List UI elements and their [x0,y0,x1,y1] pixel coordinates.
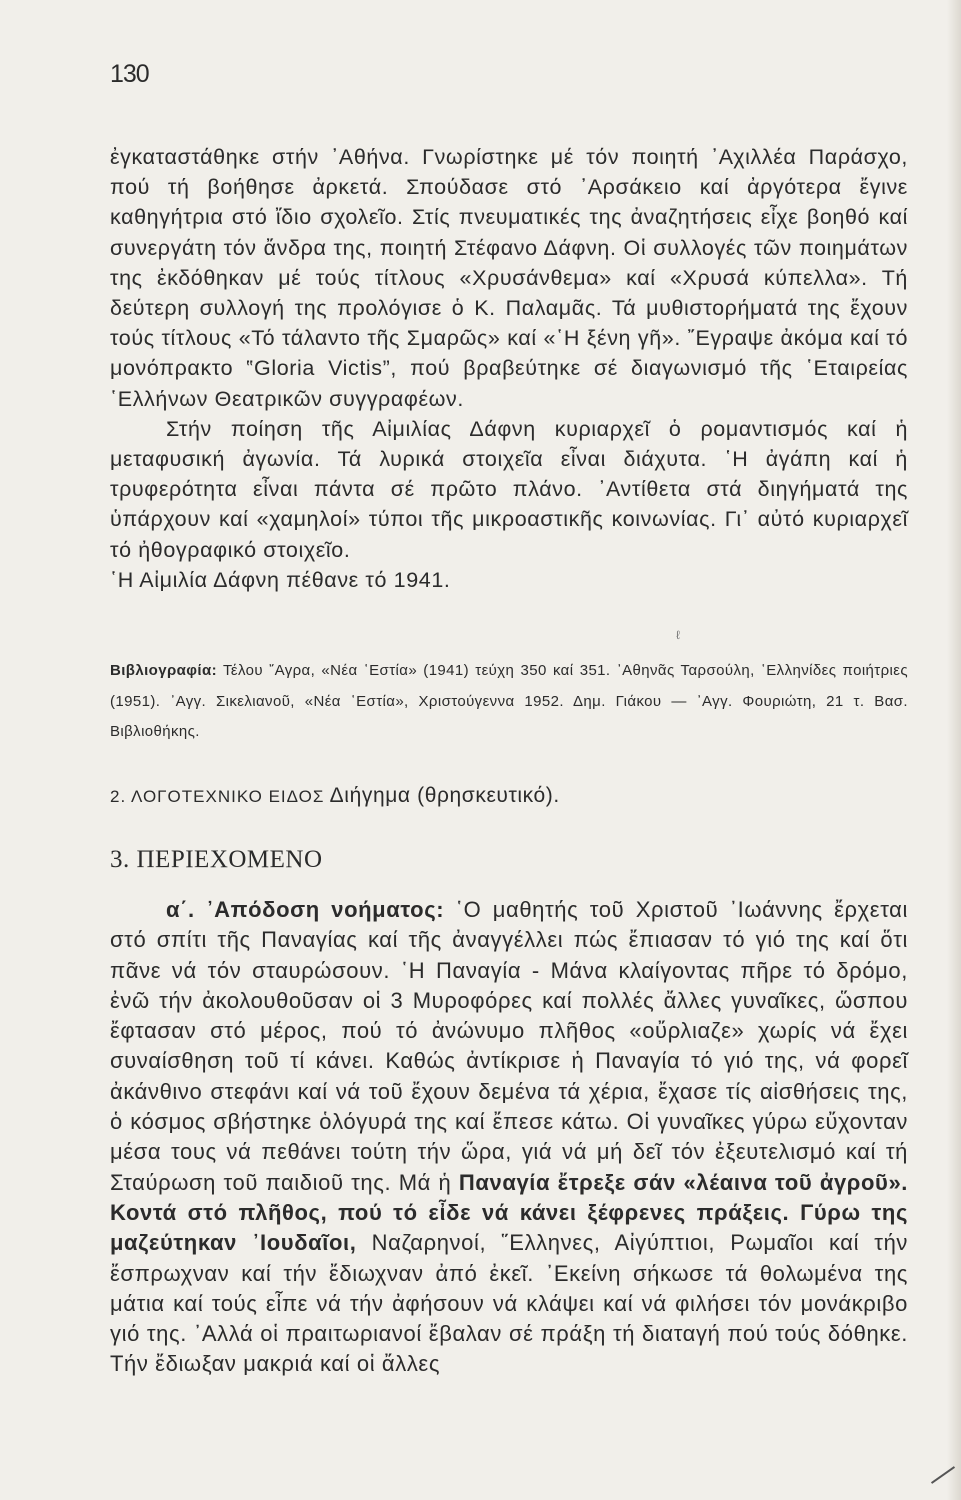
content-section [110,895,908,1380]
biography-section [110,142,908,595]
section-2-heading: 2. ΛΟΓΟΤΕΧΝΙΚΟ ΕΙΔΟΣ [110,787,325,806]
bio-paragraph-1: ἐγκαταστάθηκε στήν ᾿Αθήνα. Γνωρίστηκε μέ τόν ποιητή ᾿Αχιλλέα Παράσχο, πού τή βοήθησε ἀρκετά. Σπούδασε στό ᾿Αρσάκειο καί ἀργότερα ἔγινε καθηγήτρια στό ἴδιο σχολεῖο. Στίς πνευματικές της ἀναζητήσεις εἶχε βοηθό καί συνεργάτη τόν ἄνδρα της, ποιητή Στέφανο Δάφνη. Οἱ συλλογές τῶν ποιημάτων της ἐκδόθηκαν μέ τούς τίτλους «Χρυσάνθεμα» καί «Χρυσά κύπελλα». Τή δεύτερη συλλογή της προλόγισε ὁ Κ. Παλαμᾶς. Τά μυθιστορήματά της ἔχουν τούς τίτλους «Τό τάλαντο τῆς Σμαρῶς» καί «῾Η ξένη γῆ». ῎Εγραψε ἀκόμα καί τό μονόπρακτο ‟Gloria Victis”, πού βραβεύτηκε σέ διαγωνισμό τῆς ῾Εταιρείας ῾Ελλήνων Θεατρικῶν συγγραφέων. [110,145,908,411]
page-edge-shadow [947,0,961,1500]
section-3-heading: 3. ΠΕΡΙΕΧΟΜΕΝΟ [110,846,323,873]
bibliography-text: Τέλου ῎Αγρα, «Νέα ῾Εστία» (1941) τεύχη 350 καί 351. ᾿Αθηνᾶς Ταρσούλη, ῾Ελληνίδες ποιήτριες (1951). ᾿Αγγ. Σικελιανοῦ, «Νέα ῾Εστία», Χριστούγεννα 1952. Δημ. Γιάκου — ᾿Αγγ. Φουριώτη, 21 τ. Βασ. Βιβλιοθήκης. [110,662,909,740]
stray-mark: ℓ [676,628,680,642]
content-rest: Ναζαρηνοί, ῞Ελληνες, Αἰγύπτιοι, Ρωμαῖοι καί τήν ἔσπρωχναν καί τήν ἔδιωχναν ἀπό ἐκεῖ. ᾿Εκείνη σήκωσε τά θολωμένα της μάτια καί τούς εἶπε νά τήν ἀφήσουν νά κλάψει καί νά φιλήσει τόν μονάκριβο γιό της. ᾿Αλλά οἱ πραιτωριανοί ἔβαλαν σέ πράξη τή διαταγή πού τούς δόθηκε. Τήν ἔδιωξαν μακριά καί οἱ ἄλλες [110,1230,908,1377]
section-2-literary-genre [110,784,560,808]
content-bold-passage: Παναγία ἔτρεξε σάν «λέαινα τοῦ ἀγροῦ». Κοντά στό πλῆθος, πού τό εἶδε νά κάνει ξέφρενες πράξεις. Γύρω της μαζεύτηκαν ᾿Ιουδαῖοι, [110,1169,909,1256]
content-sub-label: α΄. ᾿Απόδοση νοήματος: [166,897,445,922]
page-number: 130 [110,60,149,88]
content-intro: ῾Ο μαθητής τοῦ Χριστοῦ ᾿Ιωάννης ἔρχεται στό σπίτι τῆς Παναγίας καί τῆς ἀναγγέλλει πώς ἔπιασαν τό γιό της καί ὅτι πᾶνε νά τόν σταυρώσουν. ῾Η Παναγία - Μάνα κλαίγοντας πῆρε τό δρόμο, ἐνῶ τήν ἀκολουθοῦσαν οἱ 3 Μυροφόρες καί πολλές ἄλλες γυναῖκες, ὥσπου ἔφτασαν στό μέρος, πού τό ἀνώνυμο πλῆθος «οὔρλιαζε» χωρίς νά ἔχει συναίσθηση τοῦ τί κάνει. Καθώς ἀντίκρισε ἡ Παναγία τό γιό της, νά φορεῖ ἀκάνθινο στεφάνι καί νά τοῦ ἔχουν δεμένα τά χέρια, ἔχασε τίς αἰσθήσεις της, ὁ κόσμος σβήστηκε ὁλόγυρά της καί ἔπεσε κάτω. Οἱ γυναῖκες γύρω εὔχονταν μέσα τους νά πεθάνει τούτη τήν ὥρα, γιά νά μή δεῖ τόν ἐξευτελισμό καί τή Σταύρωση τοῦ παιδιοῦ της. Μά ἡ [110,897,908,1195]
bio-paragraph-2: Στήν ποίηση τῆς Αἰμιλίας Δάφνη κυριαρχεῖ ὁ ρομαντισμός καί ἡ μεταφυσική ἀγωνία. Τά λυρικά στοιχεῖα εἶναι διάχυτα. ῾Η ἀγάπη καί ἡ τρυφερότητα εἶναι πάντα σέ πρῶτο πλάνο. ᾿Αντίθετα στά διηγήματά της ὑπάρχουν καί «χαμηλοί» τύποι τῆς μικροαστικῆς κοινωνίας. Γι᾿ αὐτό κυριαρχεῖ τό ἠθογραφικό στοιχεῖο. [110,416,908,562]
bibliography-label: Βιβλιογραφία: [110,662,217,679]
bio-paragraph-3: ῾Η Αἰμιλία Δάφνη πέθανε τό 1941. [110,567,451,592]
section-2-value: Διήγημα (θρησκευτικό). [329,784,560,807]
bibliography [110,656,908,748]
